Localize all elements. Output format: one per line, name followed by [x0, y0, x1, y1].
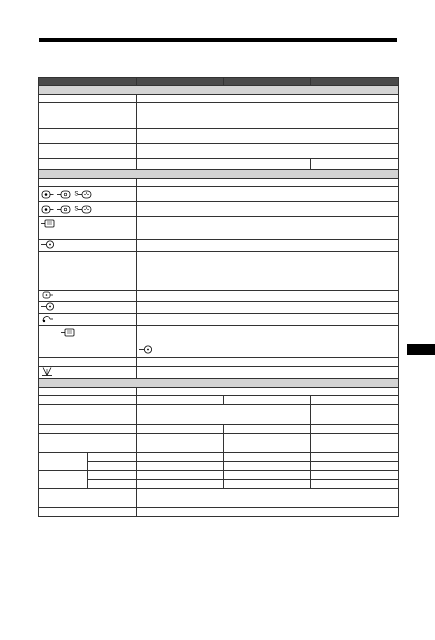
table-row	[39, 489, 399, 508]
table-row	[39, 240, 399, 252]
audio-input-icon	[139, 345, 153, 354]
table-header-cell	[39, 78, 137, 86]
table-row	[39, 471, 399, 480]
table-row	[39, 187, 399, 202]
s-video-icon	[78, 190, 92, 199]
table-row	[39, 396, 399, 405]
component-input-icon	[57, 190, 72, 199]
table-row	[39, 217, 399, 240]
s-video-icon	[78, 205, 92, 214]
table-header-cell	[224, 78, 311, 86]
section-tab-marker	[407, 344, 435, 355]
table-row	[39, 103, 399, 129]
table-row	[39, 202, 399, 217]
component-input-icon	[41, 219, 55, 228]
table-row	[39, 291, 399, 302]
table-header-cell	[311, 78, 399, 86]
table-header-row	[39, 78, 399, 86]
audio-input-icon	[41, 302, 55, 311]
table-row	[39, 462, 399, 471]
table-row	[39, 405, 399, 425]
svideo-label: S	[74, 206, 79, 212]
audio-output-icon	[41, 291, 53, 299]
section-row	[39, 86, 399, 95]
table-row	[39, 129, 399, 144]
audio-input-icon	[41, 240, 55, 249]
table-row	[39, 159, 399, 170]
video-input-icon	[41, 205, 54, 214]
table-row	[39, 480, 399, 489]
table-row	[39, 326, 399, 358]
table-row	[39, 508, 399, 517]
section-row	[39, 170, 399, 179]
table-header-cell	[137, 78, 224, 86]
table-row	[39, 453, 399, 462]
top-rule	[39, 38, 397, 42]
antenna-icon	[41, 367, 53, 376]
table-row	[39, 179, 399, 187]
table-row	[39, 95, 399, 103]
table-row	[39, 388, 399, 396]
video-input-icon	[41, 190, 54, 199]
table-row	[39, 367, 399, 379]
section-row	[39, 379, 399, 388]
table-row	[39, 252, 399, 291]
table-row	[39, 358, 399, 367]
component-input-icon	[57, 205, 72, 214]
svideo-label: S	[74, 191, 79, 197]
specifications-table	[38, 77, 399, 517]
table-row	[39, 302, 399, 314]
table-row	[39, 425, 399, 434]
component-input-icon	[61, 328, 75, 337]
headphones-icon	[41, 314, 53, 323]
table-row	[39, 144, 399, 159]
table-row	[39, 314, 399, 326]
table-row	[39, 434, 399, 453]
